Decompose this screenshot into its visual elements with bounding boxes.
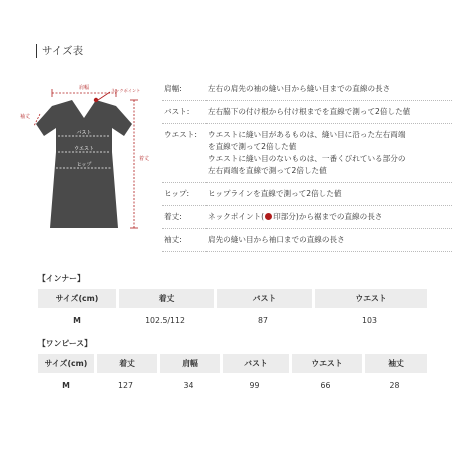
definitions-table — [162, 78, 452, 252]
definition-term: バスト: — [162, 101, 206, 124]
header-cell: 着丈 — [94, 354, 157, 373]
table-cell: 28 — [362, 376, 427, 395]
definition-line: ヒップラインを直線で測って2倍した値 — [208, 189, 342, 198]
definition-description — [206, 229, 452, 252]
inner-section-label: 【インナー】 — [38, 274, 85, 283]
header-cell: ウエスト — [312, 289, 427, 308]
definition-term: 袖丈: — [162, 229, 206, 252]
definition-row — [162, 206, 452, 229]
definition-text-pre: ネックポイント( — [208, 212, 265, 221]
definition-term: ヒップ: — [162, 183, 206, 206]
table-cell: M — [38, 376, 94, 395]
definition-line: を直線で測って2倍した値 — [208, 142, 297, 151]
definition-row — [162, 78, 452, 101]
definition-description — [206, 206, 452, 229]
definition-description — [206, 124, 452, 183]
definition-term: 肩幅: — [162, 78, 206, 101]
definition-term: ウエスト: — [162, 124, 206, 183]
neck-point-dot-icon — [265, 213, 272, 220]
label-hip: ヒップ — [76, 162, 92, 168]
definition-row — [162, 101, 452, 124]
definition-line: 左右脇下の付け根から付け根までを直線で測って2倍した値 — [208, 107, 411, 116]
header-cell: 着丈 — [116, 289, 214, 308]
label-sleeve: 袖丈 — [20, 114, 31, 120]
measurement-definitions — [162, 78, 452, 252]
header-cell: バスト — [220, 354, 289, 373]
label-waist: ウエスト — [73, 146, 95, 152]
table-row — [38, 311, 427, 330]
label-shoulder: 肩幅 — [78, 85, 90, 91]
inner-size-table — [38, 286, 427, 333]
garment-diagram — [10, 78, 150, 248]
garment-svg — [10, 78, 150, 248]
definition-line: 左右両端を直線で測って2倍した値 — [208, 166, 327, 175]
definition-line: 肩先の縫い目から袖口までの直線の長さ — [208, 235, 345, 244]
header-cell: 袖丈 — [362, 354, 427, 373]
header-cell: 肩幅 — [157, 354, 220, 373]
table-cell: 34 — [157, 376, 220, 395]
header-cell: ウエスト — [289, 354, 362, 373]
definition-description — [206, 78, 452, 101]
header-cell: サイズ(cm) — [38, 354, 94, 373]
table-header-row — [38, 354, 427, 373]
page-title: サイズ表 — [36, 44, 83, 58]
onepiece-size-table — [38, 351, 427, 398]
table-header-row — [38, 289, 427, 308]
definition-row — [162, 183, 452, 206]
definition-term: 着丈: — [162, 206, 206, 229]
table-cell: 103 — [312, 311, 427, 330]
table-cell: 99 — [220, 376, 289, 395]
table-cell: 102.5/112 — [116, 311, 214, 330]
header-cell: サイズ(cm) — [38, 289, 116, 308]
definition-line: ウエストに縫い目があるものは、縫い目に沿った左右両端 — [208, 130, 406, 139]
table-cell: 66 — [289, 376, 362, 395]
definition-description — [206, 183, 452, 206]
label-bust: バスト — [76, 130, 92, 136]
table-cell: 127 — [94, 376, 157, 395]
table-row — [38, 376, 427, 395]
table-cell: 87 — [214, 311, 312, 330]
definition-text-post: 印部分)から裾までの直線の長さ — [273, 212, 383, 221]
definition-description — [206, 101, 452, 124]
definition-row — [162, 229, 452, 252]
onepiece-section-label: 【ワンピース】 — [38, 339, 92, 348]
neck-point-marker — [94, 98, 98, 102]
definition-line: ウエストに縫い目のないものは、一番くびれている部分の — [208, 154, 406, 163]
definition-row — [162, 124, 452, 183]
label-neck-point: ネックポイント — [111, 88, 141, 93]
table-cell: M — [38, 311, 116, 330]
definition-line: 左右の肩先の袖の縫い目から縫い目までの直線の長さ — [208, 84, 391, 93]
header-cell: バスト — [214, 289, 312, 308]
label-length: 着丈 — [139, 156, 150, 162]
